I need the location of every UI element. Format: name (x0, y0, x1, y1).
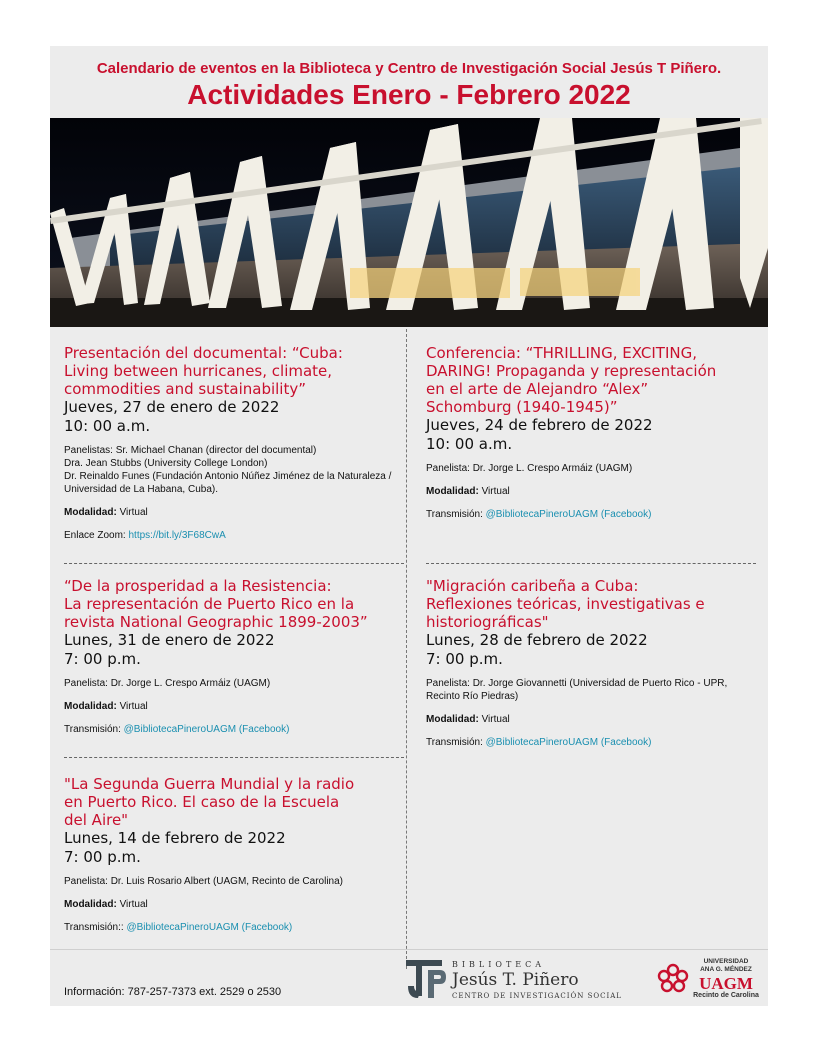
link-label: Transmisión: (64, 724, 121, 735)
event-card-2 (64, 577, 404, 736)
link-label: Transmisión: (426, 737, 483, 748)
facebook-link[interactable]: @BibliotecaPineroUAGM (Facebook) (126, 922, 293, 933)
flyer (50, 46, 768, 1006)
event-5-time: 7: 00 p.m. (426, 650, 503, 668)
title-line: en Puerto Rico. El caso de la Escuela (64, 793, 340, 811)
event-1-title (64, 344, 404, 398)
event-2-link-row (64, 723, 404, 736)
title-line: en el arte de Alejandro “Alex” (426, 380, 649, 398)
event-5-panelists (426, 677, 766, 703)
title-line: commodities and sustainability” (64, 380, 306, 398)
title-line: Schomburg (1940-1945)” (426, 398, 618, 416)
panel-line: Universidad de La Habana, Cuba). (64, 484, 218, 495)
contact-info: Información: 787-257-7373 ext. 2529 o 2530 (64, 986, 282, 998)
header (50, 46, 768, 118)
event-5-modalidad (426, 713, 766, 726)
title-line: "Migración caribeña a Cuba: (426, 577, 639, 595)
uagm-wordmark: UAGM (699, 974, 753, 993)
event-5-date: Lunes, 28 de febrero de 2022 (426, 631, 648, 649)
modalidad-value: Virtual (481, 714, 510, 725)
section-divider (426, 563, 756, 564)
event-5-link-row (426, 736, 766, 749)
uagm-emblem-icon (656, 962, 690, 996)
panel-line: Panelista: Dr. Jorge Giovannetti (Universidad de Puerto Rico - UPR, (426, 678, 728, 689)
library-building-photo (50, 118, 768, 327)
modalidad-value: Virtual (119, 899, 148, 910)
modalidad-value: Virtual (119, 701, 148, 712)
event-3-panelists (64, 875, 404, 888)
event-5-title (426, 577, 766, 631)
title-line: Reflexiones teóricas, investigativas e (426, 595, 705, 613)
section-divider (64, 757, 404, 758)
modalidad-value: Virtual (481, 486, 510, 497)
panel-line: Dr. Reinaldo Funes (Fundación Antonio Núñez Jiménez de la Naturaleza / (64, 471, 392, 482)
panel-line: Panelista: Dr. Jorge L. Crespo Armáiz (UAGM) (426, 463, 633, 474)
title-line: La representación de Puerto Rico en la (64, 595, 355, 613)
event-4-title (426, 344, 766, 416)
event-1-modalidad (64, 506, 404, 519)
title-line: Presentación del documental: “Cuba: (64, 344, 343, 362)
title-line: Living between hurricanes, climate, (64, 362, 333, 380)
facebook-link[interactable]: @BibliotecaPineroUAGM (Facebook) (485, 737, 652, 748)
jtp-monogram-icon (404, 956, 448, 1002)
building-illustration (50, 118, 768, 327)
event-2-time: 7: 00 p.m. (64, 650, 141, 668)
section-divider (64, 563, 404, 564)
event-card-3 (64, 775, 404, 934)
link-label: Transmisión: (426, 509, 483, 520)
modalidad-label: Modalidad: (426, 714, 479, 725)
event-4-panelists (426, 462, 766, 475)
library-subtitle: CENTRO DE INVESTIGACIÓN SOCIAL (452, 992, 622, 1000)
title-line: DARING! Propaganda y representación (426, 362, 717, 380)
event-card-5 (426, 577, 766, 749)
event-2-modalidad (64, 700, 404, 713)
uagm-campus: Recinto de Carolina (693, 992, 759, 999)
panel-line: Recinto Río Piedras) (426, 691, 519, 702)
library-name: Jesús T. Piñero (452, 970, 579, 990)
zoom-link[interactable]: https://bit.ly/3F68CwA (128, 530, 226, 541)
title-line: revista National Geographic 1899-2003” (64, 613, 368, 631)
event-1-date: Jueves, 27 de enero de 2022 (64, 398, 280, 416)
event-4-time: 10: 00 a.m. (426, 435, 513, 453)
event-3-date: Lunes, 14 de febrero de 2022 (64, 829, 286, 847)
event-1-time: 10: 00 a.m. (64, 417, 151, 435)
title-line: “De la prosperidad a la Resistencia: (64, 577, 332, 595)
event-3-link-row (64, 921, 404, 934)
event-3-title (64, 775, 404, 829)
event-1-panelists (64, 444, 404, 496)
event-2-panelists (64, 677, 404, 690)
title-line: "La Segunda Guerra Mundial y la radio (64, 775, 355, 793)
panel-line: Panelista: Dr. Jorge L. Crespo Armáiz (UAGM) (64, 678, 271, 689)
modalidad-label: Modalidad: (64, 701, 117, 712)
title-line: del Aire" (64, 811, 129, 829)
modalidad-label: Modalidad: (64, 507, 117, 518)
modalidad-label: Modalidad: (426, 486, 479, 497)
event-4-modalidad (426, 485, 766, 498)
facebook-link[interactable]: @BibliotecaPineroUAGM (Facebook) (485, 509, 652, 520)
event-4-link-row (426, 508, 766, 521)
uagm-university-text (692, 958, 760, 974)
header-subtitle: Calendario de eventos en la Biblioteca y Centro de Investigación Social Jesús T Piñero. (96, 60, 722, 77)
footer (50, 948, 768, 1006)
modalidad-value: Virtual (119, 507, 148, 518)
facebook-link[interactable]: @BibliotecaPineroUAGM (Facebook) (123, 724, 290, 735)
page-title: Actividades Enero - Febrero 2022 (187, 79, 631, 110)
title-line: Conferencia: “THRILLING, EXCITING, (426, 344, 698, 362)
event-1-link-row (64, 529, 404, 542)
panel-line: Panelista: Dr. Luis Rosario Albert (UAGM, Recinto de Carolina) (64, 876, 344, 887)
modalidad-label: Modalidad: (64, 899, 117, 910)
column-divider (406, 329, 407, 969)
event-2-title (64, 577, 404, 631)
library-top-text: BIBLIOTECA (452, 960, 546, 969)
event-3-modalidad (64, 898, 404, 911)
uagm-line: UNIVERSIDAD (703, 958, 749, 965)
event-2-date: Lunes, 31 de enero de 2022 (64, 631, 275, 649)
library-logo (404, 956, 622, 1002)
event-card-4 (426, 344, 766, 521)
uagm-line: ANA G. MÉNDEZ (700, 966, 752, 973)
link-label: Enlace Zoom: (64, 530, 126, 541)
link-label: Transmisión:: (64, 922, 124, 933)
panel-line: Panelistas: Sr. Michael Chanan (director del documental) (64, 445, 317, 456)
event-card-1 (64, 344, 404, 542)
uagm-logo (656, 956, 764, 1002)
event-3-time: 7: 00 p.m. (64, 848, 141, 866)
panel-line: Dra. Jean Stubbs (University College London) (64, 458, 268, 469)
title-line: historiográficas" (426, 613, 549, 631)
event-4-date: Jueves, 24 de febrero de 2022 (426, 416, 653, 434)
